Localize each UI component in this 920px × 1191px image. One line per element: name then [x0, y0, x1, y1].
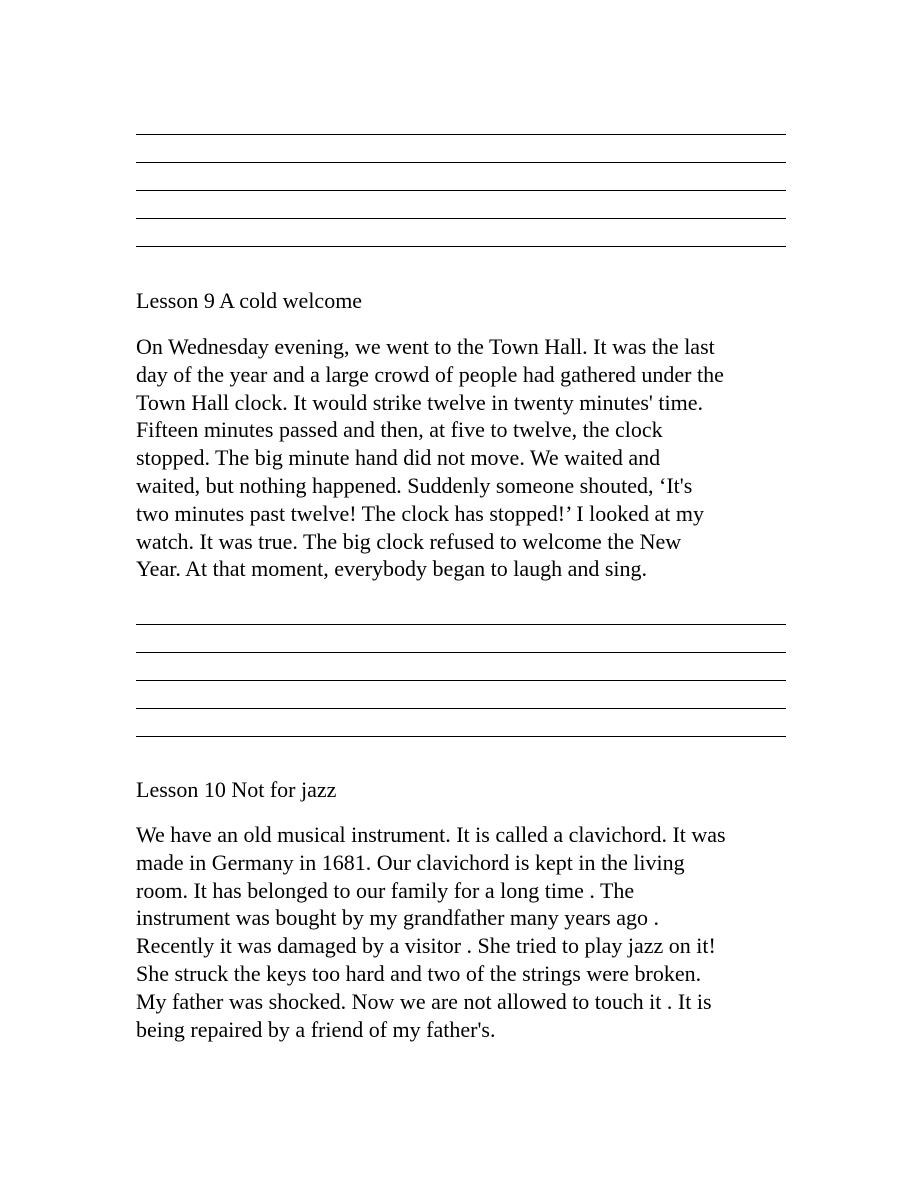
writing-line[interactable]: [136, 624, 786, 625]
passage-line: stopped. The big minute hand did not move. We waited and: [136, 445, 661, 471]
writing-line[interactable]: [136, 190, 786, 191]
passage-line: On Wednesday evening, we went to the Town Hall. It was the last: [136, 334, 715, 359]
passage-line: Town Hall clock. It would strike twelve in twenty minutes' time.: [136, 389, 703, 415]
writing-line[interactable]: [136, 736, 786, 737]
passage-line: She struck the keys too hard and two of the strings were broken.: [136, 960, 702, 986]
passage-line: room. It has belonged to our family for a long time . The: [136, 877, 635, 903]
passage-line: two minutes past twelve! The clock has stopped!’ I looked at my: [136, 500, 704, 526]
passage-line: made in Germany in 1681. Our clavichord is kept in the living: [136, 849, 685, 875]
writing-line[interactable]: [136, 652, 786, 653]
writing-line[interactable]: [136, 218, 786, 219]
lesson-9-title: Lesson 9 A cold welcome: [136, 288, 363, 313]
passage-line: Fifteen minutes passed and then, at five to twelve, the clock: [136, 417, 663, 443]
lesson-10-title: Lesson 10 Not for jazz: [136, 777, 337, 802]
writing-line[interactable]: [136, 246, 786, 247]
passage-line: instrument was bought by my grandfather many years ago .: [136, 905, 659, 931]
passage-line: Recently it was damaged by a visitor . She tried to play jazz on it!: [136, 933, 716, 959]
passage-line: being repaired by a friend of my father's.: [136, 1016, 496, 1042]
lesson-10-passage: [136, 821, 796, 1043]
lesson-9-passage: [136, 333, 796, 583]
passage-line: day of the year and a large crowd of people had gathered under the: [136, 361, 724, 387]
writing-line[interactable]: [136, 162, 786, 163]
writing-line[interactable]: [136, 680, 786, 681]
passage-line: watch. It was true. The big clock refused to welcome the New: [136, 528, 682, 554]
writing-line[interactable]: [136, 708, 786, 709]
passage-line: My father was shocked. Now we are not allowed to touch it . It is: [136, 988, 712, 1014]
passage-line: Year. At that moment, everybody began to laugh and sing.: [136, 556, 648, 582]
passage-line: waited, but nothing happened. Suddenly someone shouted, ‘It's: [136, 472, 693, 498]
writing-line[interactable]: [136, 134, 786, 135]
passage-line: We have an old musical instrument. It is called a clavichord. It was: [136, 822, 726, 847]
